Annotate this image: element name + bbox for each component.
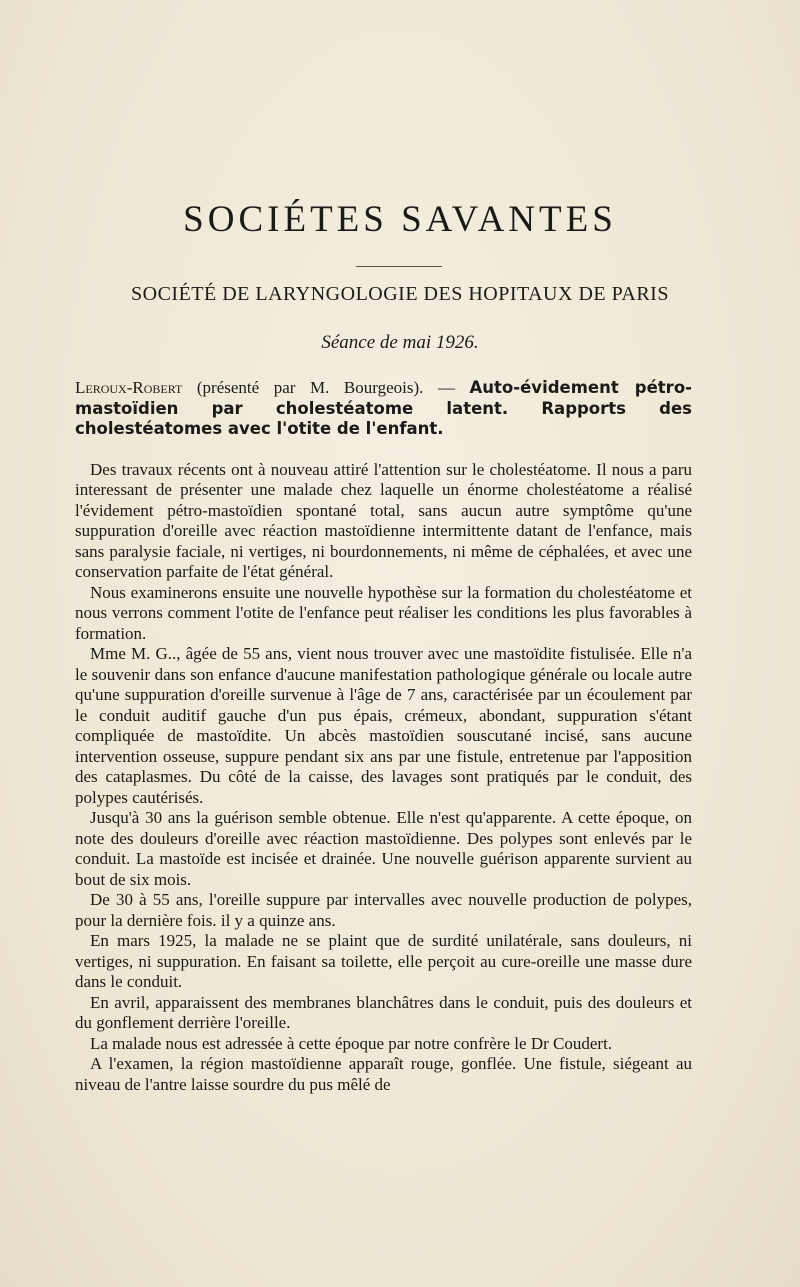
paragraph: Mme M. G.., âgée de 55 ans, vient nous trouver avec une mastoïdite fistulisée. Elle n'a le souvenir dans son enfance d'aucune manifestation pathologique générale ou locale autre qu'une suppuration d'oreille survenue à l'âge de 7 ans, caractérisée par un écoulement par le conduit auditif gauche d'un pus épais, crémeux, abondant, suppuration s'étant compliquée de mastoïdite. Un abcès mastoïdien souscutané incisé, sans aucune intervention osseuse, suppure pendant six ans par une fistule, entretenue par l'apposition des cataplasmes. Du côté de la caisse, des lavages sont pratiqués par le conduit, des polypes cautérisés. xyxy=(75,644,692,807)
paragraph: A l'examen, la région mastoïdienne apparaît rouge, gonflée. Une fistule, siégeant au niveau de l'antre laisse sourdre du pus mêlé de xyxy=(75,1054,692,1094)
page-title: SOCIÉTES SAVANTES xyxy=(183,199,617,240)
article-authors: Leroux-Robert xyxy=(75,378,183,397)
paragraph: La malade nous est adressée à cette époque par notre confrère le Dr Coudert. xyxy=(90,1033,613,1053)
society-heading: SOCIÉTÉ DE LARYNGOLOGIE DES HOPITAUX DE PARIS xyxy=(131,283,669,305)
article-presenter: (présenté par M. Bourgeois). — xyxy=(182,378,470,397)
article-headline: Auto-évidement pétro-mastoïdien par cholestéatome latent. Rapports des cholestéatomes avec l'otite de l'enfant. xyxy=(75,378,692,438)
paragraph: En mars 1925, la malade ne se plaint que de surdité unilatérale, sans douleurs, ni vertiges, ni suppuration. En faisant sa toilette, elle perçoit au cure-oreille une masse dure dans le conduit. xyxy=(75,931,692,991)
paragraph: De 30 à 55 ans, l'oreille suppure par intervalles avec nouvelle production de polypes, pour la dernière fois. il y a quinze ans. xyxy=(75,890,692,930)
paragraph: Nous examinerons ensuite une nouvelle hypothèse sur la formation du cholestéatome et nous verrons comment l'otite de l'enfance peut réaliser les conditions les plus favorables à formation. xyxy=(75,582,692,643)
seance-date: Séance de mai 1926. xyxy=(321,332,479,353)
paragraph: Jusqu'à 30 ans la guérison semble obtenue. Elle n'est qu'apparente. A cette époque, on note des douleurs d'oreille avec réaction mastoïdienne. Des polypes sont enlevés par le conduit. La mastoïde est incisée et drainée. Une nouvelle guérison apparente survient au bout de six mois. xyxy=(75,808,692,889)
article xyxy=(75,378,692,1095)
paragraph: Des travaux récents ont à nouveau attiré l'attention sur le cholestéatome. Il nous a paru interessant de présenter une malade chez laquelle un énorme cholestéatome a réalisé l'évidement pétro-mastoïdien spontané total, sans aucun autre symptôme qu'une suppuration d'oreille avec réaction mastoïdienne intermittente datant de l'enfance, mais sans paralysie faciale, ni vertiges, ni bourdonnements, ni même de céphalées, et avec une conservation parfaite de l'état général. xyxy=(75,459,692,581)
paragraph: En avril, apparaissent des membranes blanchâtres dans le conduit, puis des douleurs et du gonflement derrière l'oreille. xyxy=(75,992,692,1032)
article-heading xyxy=(75,378,692,440)
title-divider xyxy=(356,266,442,267)
